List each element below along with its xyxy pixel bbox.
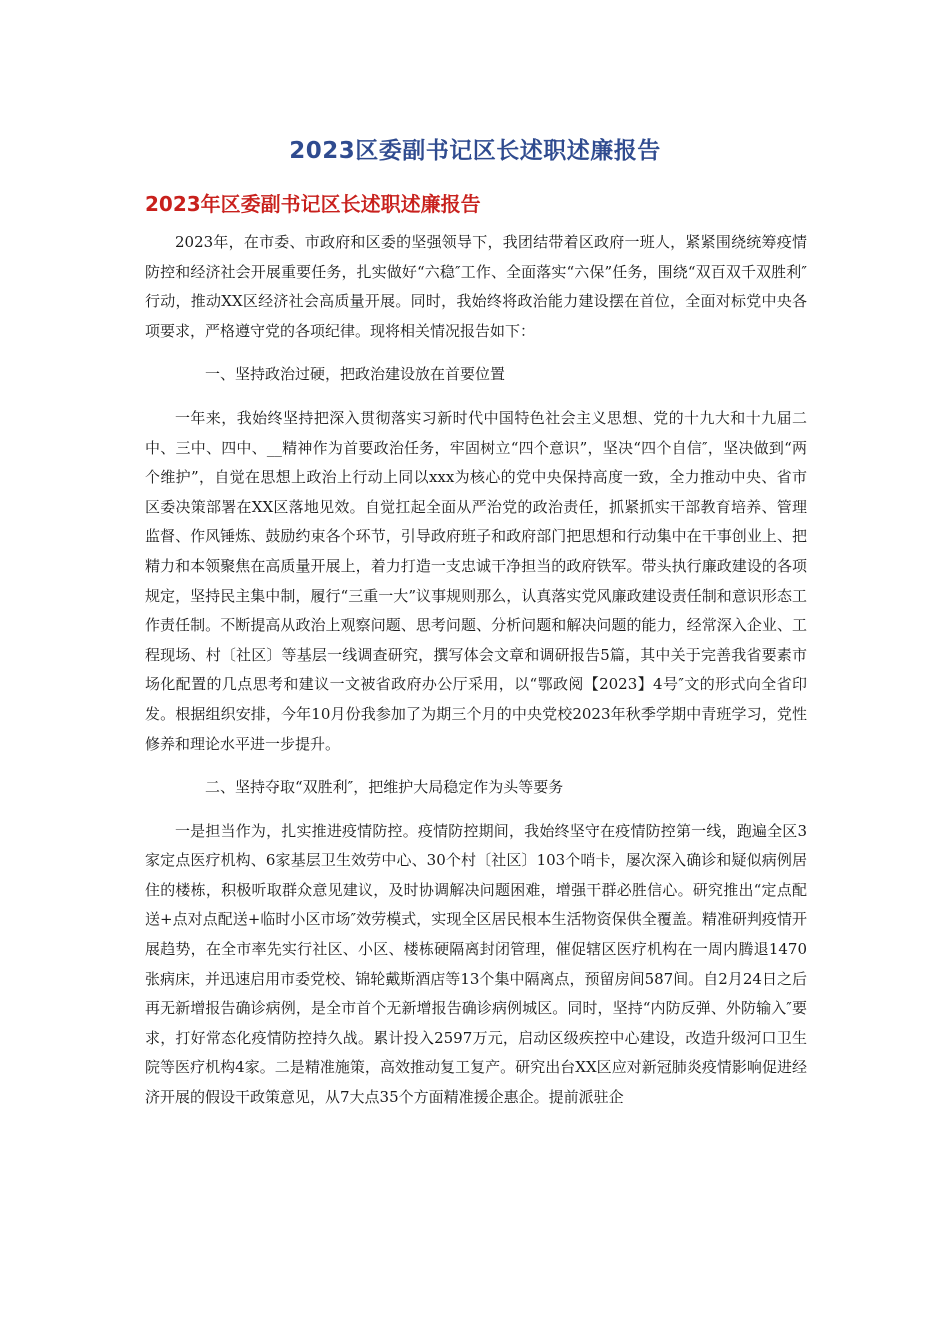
section-1-paragraph: 一年来，我始终坚持把深入贯彻落实习新时代中国特色社会主义思想、党的十九大和十九届二中、三中、四中、__精神作为首要政治任务，牢固树立“四个意识”，坚决“四个自信″，坚决做到“两个维护”，自觉在思想上政治上行动上同以xxx为核心的党中央保持高度一致，全力推动中央、省市区委决策部署在XX区落地见效。自觉扛起全面从严治党的政治责任，抓紧抓实干部教育培养、管理监督、作风锤炼、鼓励约束各个环节，引导政府班子和政府部门把思想和行动集中在干事创业上、把精力和本领聚焦在高质量开展上，着力打造一支忠诚干净担当的政府铁军。带头执行廉政建设的各项规定，坚持民主集中制，履行“三重一大”议事规则那么，认真落实党风廉政建设责任制和意识形态工作责任制。不断提高从政治上观察问题、思考问题、分析问题和解决问题的能力，经常深入企业、工程现场、村〔社区〕等基层一线调查研究，撰写体会文章和调研报告5篇，其中关于完善我省要素市场化配置的几点思考和建议一文被省政府办公厅采用，以“鄂政阅【2023】4号″文的形式向全省印发。根据组织安排，今年10月份我参加了为期三个月的中央党校2023年秋季学期中青班学习，党性修养和理论水平进一步提升。 bbox=[145, 408, 807, 753]
section-1-heading: 一、坚持政治过硬，把政治建设放在首要位置 bbox=[205, 365, 506, 384]
document-subtitle: 2023年区委副书记区长述职述廉报告 bbox=[145, 192, 481, 216]
document-body bbox=[145, 228, 807, 1113]
section-2-heading: 二、坚持夺取“双胜利″，把维护大局稳定作为头等要务 bbox=[205, 778, 564, 797]
section-2-paragraph: 一是担当作为，扎实推进疫情防控。疫情防控期间，我始终坚守在疫情防控第一线，跑遍全区3家定点医疗机构、6家基层卫生效劳中心、30个村〔社区〕103个哨卡，屡次深入确诊和疑似病例居住的楼栋，积极听取群众意见建议，及时协调解决问题困难，增强干群必胜信心。研究推出“定点配送+点对点配送+临时小区市场″效劳模式，实现全区居民根本生活物资保供全覆盖。精准研判疫情开展趋势，在全市率先实行社区、小区、楼栋硬隔离封闭管理，催促辖区医疗机构在一周内腾退1470张病床，并迅速启用市委党校、锦轮戴斯酒店等13个集中隔离点，预留房间587间。自2月24日之后再无新增报告确诊病例，是全市首个无新增报告确诊病例城区。同时，坚持“内防反弹、外防输入″要求，打好常态化疫情防控持久战。累计投入2597万元，启动区级疾控中心建设，改造升级河口卫生院等医疗机构4家。二是精准施策，高效推动复工复产。研究出台XX区应对新冠肺炎疫情影响促进经济开展的假设干政策意见，从7大点35个方面精准援企惠企。提前派驻企 bbox=[145, 821, 807, 1107]
intro-paragraph: 2023年，在市委、市政府和区委的坚强领导下，我团结带着区政府一班人，紧紧围绕统筹疫情防控和经济社会开展重要任务，扎实做好“六稳″工作、全面落实“六保”任务，围绕“双百双千双胜利″行动，推动XX区经济社会高质量开展。同时，我始终将政治能力建设摆在首位，全面对标党中央各项要求，严格遵守党的各项纪律。现将相关情况报告如下： bbox=[145, 233, 807, 340]
document-title: 2023区委副书记区长述职述廉报告 bbox=[289, 138, 661, 164]
